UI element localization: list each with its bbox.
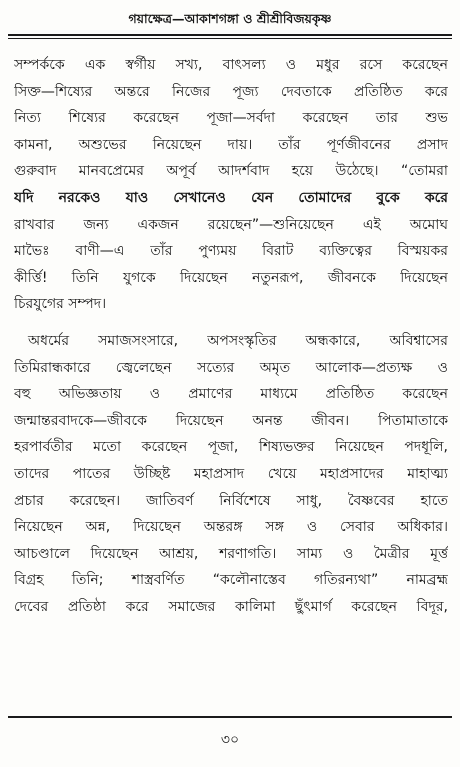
- text-line: দেবের প্রতিষ্ঠা করে সমাজের কালিমা ছুঁৎমার্গ করেছেন বিদূর,: [14, 598, 448, 615]
- text-line: মাভৈঃ বাণী—এ তাঁর পুণ্যময় বিরাট ব্যক্তিত্বের বিস্ময়কর: [14, 243, 448, 260]
- text-line: কীর্ত্তি! তিনি যুগকে দিয়েছেন নতুনরূপ, জীবনকে দিয়েছেন: [14, 269, 448, 286]
- text-line-emphasis: যদি নরকেও যাও সেখানেও যেন তোমাদের বুকে করে: [14, 189, 448, 206]
- text-line: সিক্ত—শিষ্যের অন্তরে নিজের পূজ্য দেবতাকে প্রতিষ্ঠিত করে: [14, 83, 448, 100]
- text-line: কামনা, অশুভের নিয়েছেন দায়। তাঁর পূর্ণজীবনের প্রসাদ: [14, 136, 448, 153]
- text-line: হরপার্বতীর মতো করেছেন পূজা, শিষ্যভক্তর নিয়েছেন পদধূলি,: [14, 439, 448, 456]
- text-line: গুরুবাদ মানবপ্রেমের অপূর্ব আদর্শবাদ হয়ে উঠেছে। “তোমরা: [14, 163, 448, 180]
- text-line: প্রচার করেছেন। জাতিবর্ণ নির্বিশেষে সাধু, বৈষ্ণবের হাতে: [14, 492, 448, 509]
- text-line: নিয়েছেন অন্ন, দিয়েছেন অন্তরঙ্গ সঙ্গ ও সেবার অধিকার।: [14, 519, 448, 536]
- text-line: তিমিরান্ধকারে জ্বেলেছেন সত্যের অমৃত আলোক—প্রত্যক্ষ ও: [14, 359, 448, 376]
- paragraph-1: [14, 52, 448, 318]
- text-line: আচণ্ডালে দিয়েছেন আশ্রয়, শরণাগতি। সাম্য ও মৈত্রীর মূর্ত্ত: [14, 545, 448, 562]
- text-line: নিত্য শিষ্যের করেছেন পূজা—সর্বদা করেছেন তার শুভ: [14, 110, 448, 127]
- text-line: রাখবার জন্য একজন রয়েছেন”—শুনিয়েছেন এই অমোঘ: [14, 216, 448, 233]
- text-line: সম্পর্ককে এক স্বর্গীয় সখ্য, বাৎসল্য ও মধুর রসে করেছেন: [14, 57, 448, 73]
- running-title: গয়াক্ষেত্র—আকাশগঙ্গা ও শ্রীশ্রীবিজয়কৃষ্ণ: [128, 11, 332, 26]
- footer-rule: [8, 716, 452, 718]
- body-text: [14, 52, 448, 620]
- text-line: বিগ্রহ তিনি; শাস্ত্রবর্ণিত “কলৌনাস্তেব গতিরন্যথা” নামব্রহ্ম: [14, 572, 448, 589]
- text-line: তাদের পাতের উচ্ছিষ্ট মহাপ্রসাদ খেয়ে মহাপ্রসাদের মাহাত্ম্য: [14, 465, 448, 482]
- paragraph-gap: [14, 318, 448, 328]
- header-rule-thin: [8, 38, 452, 39]
- text-line: অধর্মের সমাজসংসারে, অপসংস্কৃতির অন্ধকারে, অবিশ্বাসের: [28, 332, 448, 349]
- header-rule: [8, 34, 452, 36]
- paragraph-2: [14, 328, 448, 621]
- text-line: চিরযুগের সম্পদ।: [14, 296, 107, 313]
- text-line: জন্মান্তরবাদকে—জীবকে দিয়েছেন অনন্ত জীবন। পিতামাতাকে: [14, 412, 448, 429]
- page-number: ৩০: [220, 732, 240, 748]
- text-line: বহু অভিজ্ঞতায় ও প্রমাণের মাধ্যমে প্রতিষ্ঠিত করেছেন: [14, 386, 448, 403]
